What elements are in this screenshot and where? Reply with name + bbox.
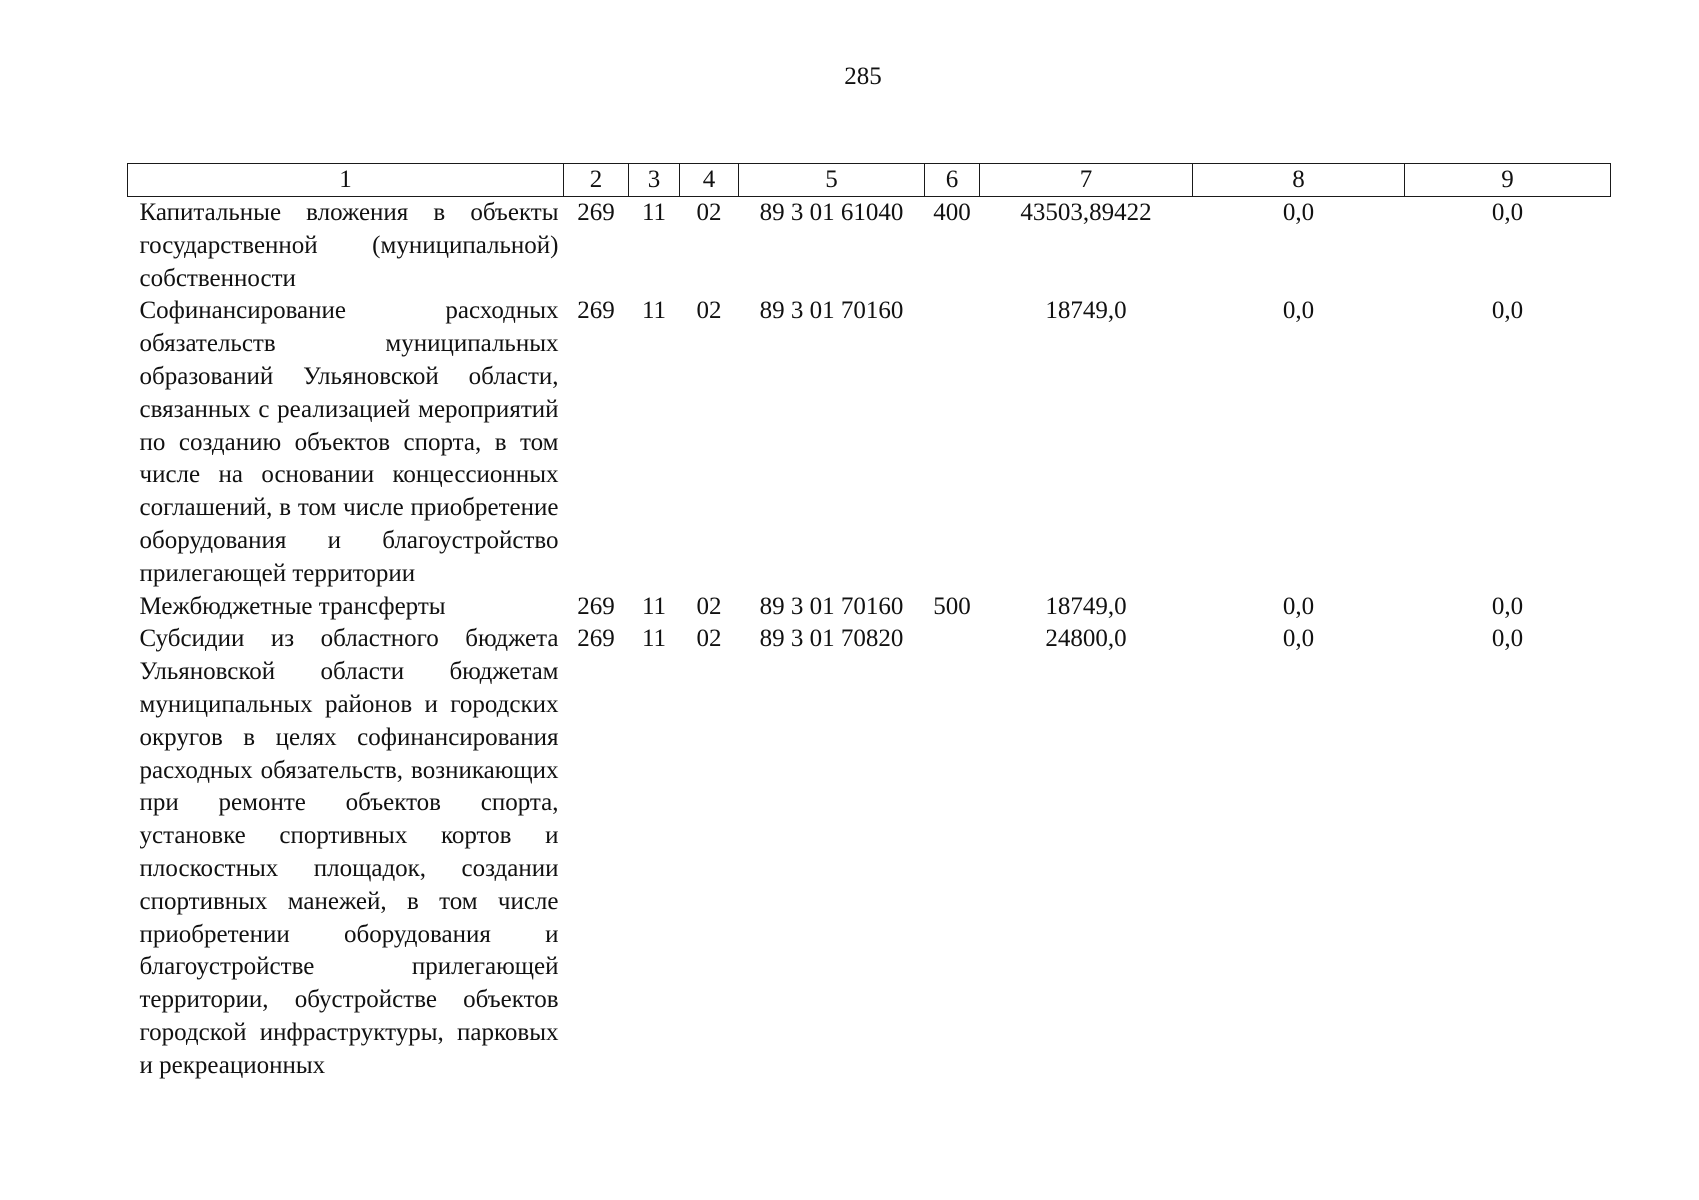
row-expense-type	[925, 623, 980, 1082]
table-body	[128, 197, 1611, 1083]
row-subsection: 02	[696, 297, 722, 325]
row-target-article: 89 3 01 70820	[759, 625, 904, 653]
row-expense-type: 400	[933, 199, 971, 226]
row-name: Субсидии из областного бюджета Ульяновской области бюджетам муниципальных районов и городских округов в целях софинансирования расходных обязательств, возникающих при ремонте объектов спорта, установке спортивных кортов и плоскостных площадок, создании спортивных манежей, в том числе приобретении оборудования и благоустройстве прилегающей территории, обустройстве объектов городской инфраструктуры, парковых и рекреационных	[139, 625, 559, 1079]
row-amount-3: 0,0	[1491, 297, 1524, 325]
header-col-5: 5	[739, 164, 925, 197]
table-row	[128, 623, 1611, 1082]
row-amount-1: 24800,0	[1045, 625, 1127, 653]
row-section: 11	[641, 297, 667, 325]
row-amount-1: 18749,0	[1045, 592, 1127, 620]
budget-table	[127, 163, 1611, 1083]
row-section: 11	[641, 199, 667, 226]
header-col-7: 7	[980, 164, 1193, 197]
header-col-4: 4	[680, 164, 739, 197]
row-amount-1: 18749,0	[1045, 297, 1127, 325]
row-name: Межбюджетные трансферты	[139, 592, 446, 620]
row-name: Капитальные вложения в объекты государственной (муниципальной) собственности	[139, 199, 559, 292]
row-target-article: 89 3 01 70160	[759, 592, 904, 620]
header-col-3: 3	[629, 164, 680, 197]
table-row	[128, 295, 1611, 590]
row-name: Софинансирование расходных обязательств муниципальных образований Ульяновской области, связанных с реализацией мероприятий по созданию объектов спорта, в том числе на основании концессионных соглашений, в том числе приобретение оборудования и благоустройство прилегающей территории	[139, 297, 559, 587]
row-amount-3: 0,0	[1491, 199, 1524, 226]
row-section: 11	[641, 625, 667, 653]
row-admin-code: 269	[577, 592, 615, 620]
table-header	[128, 164, 1611, 197]
row-subsection: 02	[696, 592, 722, 620]
row-target-article: 89 3 01 61040	[759, 199, 904, 226]
row-amount-3: 0,0	[1491, 592, 1524, 620]
row-expense-type	[925, 295, 980, 590]
row-admin-code: 269	[577, 199, 615, 226]
header-row	[128, 164, 1611, 197]
row-admin-code: 269	[577, 625, 615, 653]
row-amount-2: 0,0	[1282, 592, 1315, 620]
row-section: 11	[641, 592, 667, 620]
row-expense-type: 500	[933, 592, 971, 620]
page-number: 285	[844, 63, 882, 90]
row-target-article: 89 3 01 70160	[759, 297, 904, 325]
header-col-8: 8	[1193, 164, 1405, 197]
table-row	[128, 197, 1611, 296]
row-amount-3: 0,0	[1491, 625, 1524, 653]
row-amount-2: 0,0	[1282, 199, 1315, 226]
row-subsection: 02	[696, 199, 722, 226]
row-amount-2: 0,0	[1282, 297, 1315, 325]
table-row	[128, 591, 1611, 624]
row-subsection: 02	[696, 625, 722, 653]
row-admin-code: 269	[577, 297, 615, 325]
row-amount-2: 0,0	[1282, 625, 1315, 653]
header-col-9: 9	[1405, 164, 1611, 197]
header-col-1: 1	[128, 164, 564, 197]
header-col-2: 2	[564, 164, 629, 197]
row-amount-1: 43503,89422	[1020, 199, 1152, 226]
header-col-6: 6	[925, 164, 980, 197]
